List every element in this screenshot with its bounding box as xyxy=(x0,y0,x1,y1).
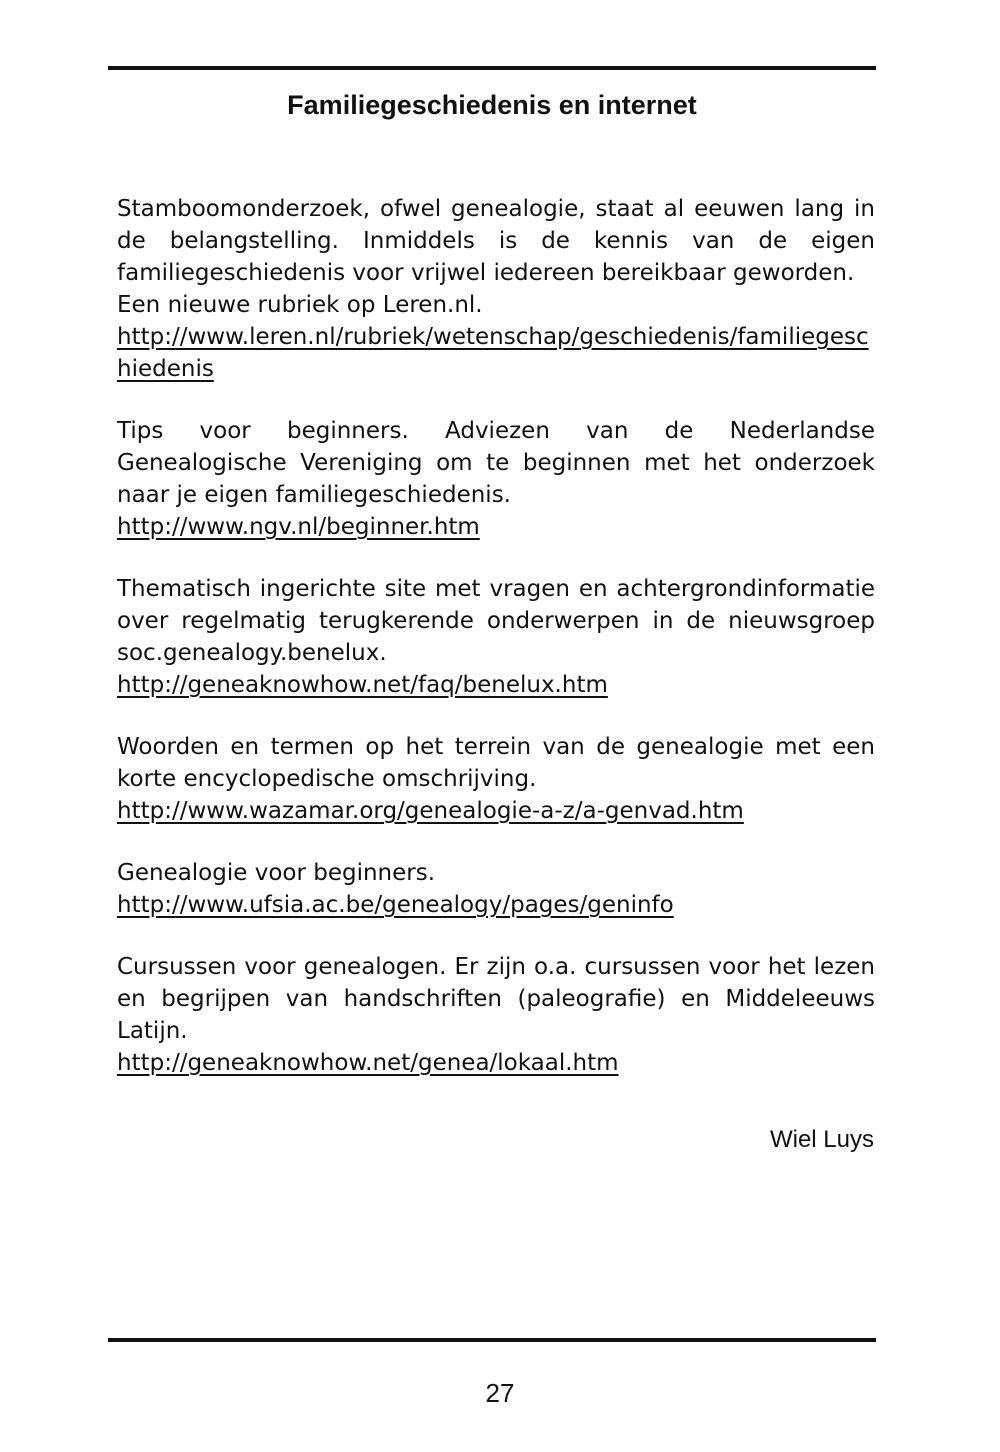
section-ngv xyxy=(117,415,875,543)
author-name: Wiel Luys xyxy=(769,1126,874,1153)
section-text: Tips voor beginners. Adviezen van de Nederlandse Genealogische Vereniging om te beginnen met het onderzoek naar je eigen familiegeschiedenis. xyxy=(117,418,875,508)
wazamar-link[interactable]: http://www.wazamar.org/genealogie-a-z/a-genvad.htm xyxy=(117,798,744,824)
section-text: Woorden en termen op het terrein van de genealogie met een korte encyclopedische omschrijving. xyxy=(117,734,875,792)
section-ufsia xyxy=(117,857,875,921)
ufsia-link[interactable]: http://www.ufsia.ac.be/genealogy/pages/geninfo xyxy=(117,892,674,918)
article-body xyxy=(117,193,875,1109)
section-text-secondary: Een nieuwe rubriek op Leren.nl. xyxy=(117,292,483,318)
ngv-link[interactable]: http://www.ngv.nl/beginner.htm xyxy=(117,514,480,540)
section-lokaal xyxy=(117,951,875,1079)
page-title: Familiegeschiedenis en internet xyxy=(287,90,697,120)
faq-link[interactable]: http://geneaknowhow.net/faq/benelux.htm xyxy=(117,672,608,698)
section-text: Thematisch ingerichte site met vragen en achtergrondinformatie over regelmatig terugkerende onderwerpen in de nieuwsgroep soc.genealogy.benelux. xyxy=(117,576,875,666)
section-wazamar xyxy=(117,731,875,827)
bottom-rule xyxy=(108,1338,876,1342)
lokaal-link[interactable]: http://geneaknowhow.net/genea/lokaal.htm xyxy=(117,1050,619,1076)
section-text: Cursussen voor genealogen. Er zijn o.a. cursussen voor het lezen en begrijpen van handschriften (paleografie) en Middeleeuws Latijn. xyxy=(117,954,875,1044)
section-text: Stamboomonderzoek, ofwel genealogie, staat al eeuwen lang in de belangstelling. Inmiddels is de kennis van de eigen familiegeschiedenis voor vrijwel iedereen bereikbaar geworden. xyxy=(117,196,875,286)
section-text: Genealogie voor beginners. xyxy=(117,860,436,886)
top-rule xyxy=(108,66,876,70)
section-leren xyxy=(117,193,875,385)
section-faq xyxy=(117,573,875,701)
page-number: 27 xyxy=(485,1378,515,1408)
leren-link[interactable]: http://www.leren.nl/rubriek/wetenschap/geschiedenis/familiegeschiedenis xyxy=(117,324,869,382)
